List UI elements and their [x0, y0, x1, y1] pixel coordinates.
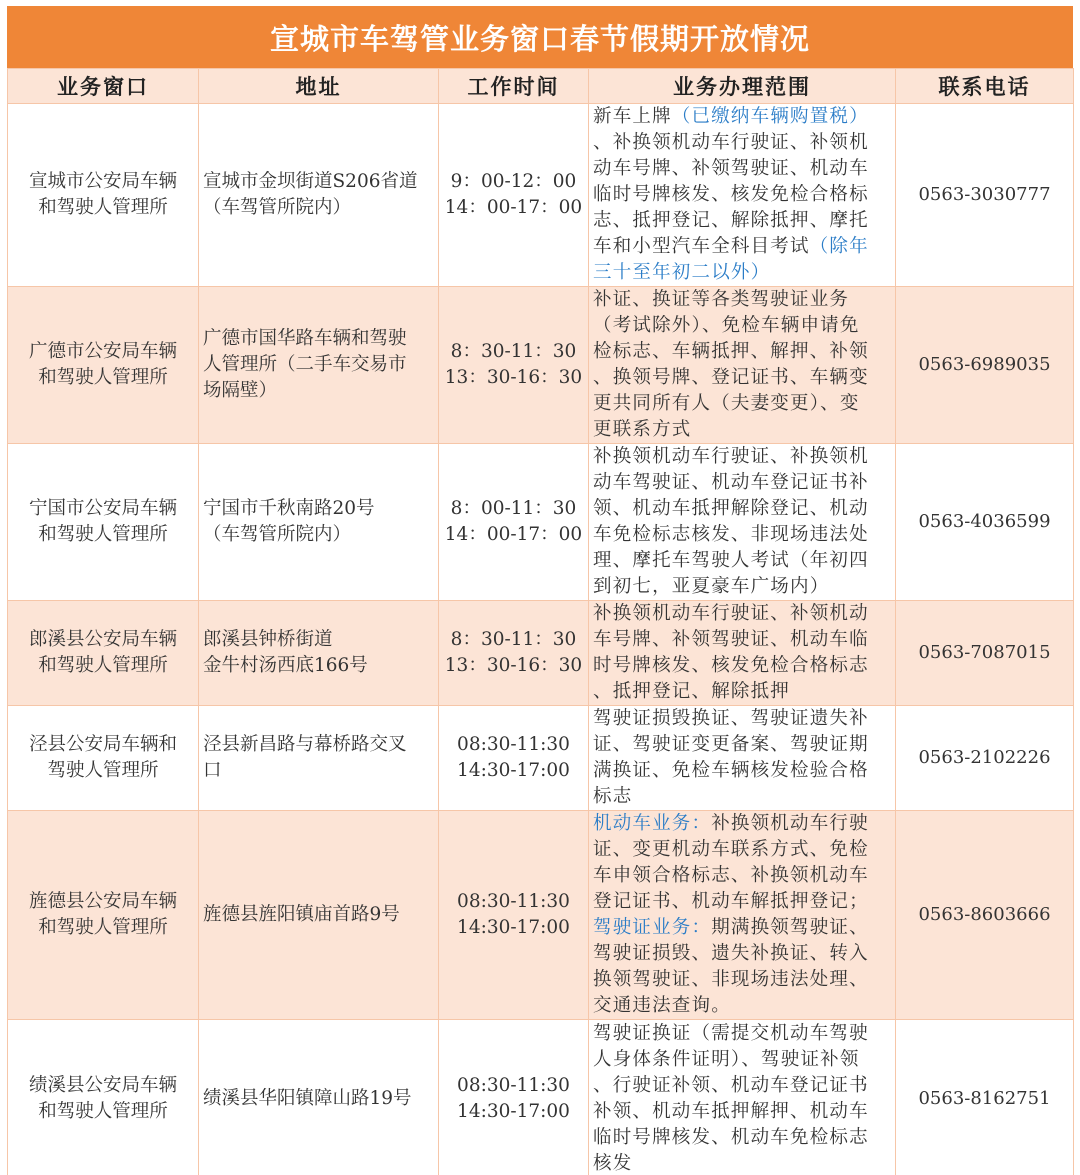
scope-line [593, 627, 891, 653]
table-row [8, 811, 1074, 1020]
work-hours [439, 601, 589, 706]
address-line: （车驾管所院内） [203, 197, 352, 218]
scope-text: （考试除外）、免检车辆申请免 [593, 315, 860, 336]
address-line: 场隔壁） [203, 380, 278, 401]
scope-text: 、行驶证补领、机动车登记证书 [593, 1074, 869, 1096]
header-window: 业务窗口 [8, 69, 199, 104]
table-row [8, 104, 1074, 287]
window-name [8, 706, 199, 811]
scope-text: 人身体条件证明）、驾驶证补领 [593, 1048, 860, 1070]
highlighted-text: （除年 [809, 236, 869, 257]
scope-text: 临时号牌核发、核发免检合格标 [593, 184, 869, 205]
address [199, 444, 439, 601]
work-hours-line: 08:30-11:30 [457, 1074, 570, 1096]
work-hours-line: 8：00-11：30 [450, 498, 577, 519]
header-address: 地址 [199, 69, 439, 104]
scope-line [593, 915, 891, 941]
address [199, 1020, 439, 1175]
scope-line [593, 811, 891, 837]
phone-number: 0563-6989035 [896, 287, 1074, 444]
address [199, 811, 439, 1020]
header-scope: 业务办理范围 [589, 69, 896, 104]
header-row [8, 69, 1074, 104]
service-scope [589, 287, 896, 444]
scope-line [593, 574, 891, 600]
scope-line [593, 130, 891, 156]
scope-text: 志、抵押登记、解除抵押、摩托 [593, 210, 869, 231]
work-hours-line: 13：30-16：30 [444, 655, 583, 676]
scope-text: 车免检标志核发、非现场违法处 [593, 524, 869, 545]
scope-text: 动车号牌、补领驾驶证、机动车 [593, 158, 869, 179]
header-hours: 工作时间 [439, 69, 589, 104]
scope-line [593, 182, 891, 208]
scope-line [593, 889, 891, 915]
address [199, 601, 439, 706]
table-title: 宣城市车驾管业务窗口春节假期开放情况 [7, 6, 1073, 68]
scope-line [593, 679, 891, 705]
address-line: 旌德县旌阳镇庙首路9号 [203, 904, 400, 925]
scope-line [593, 863, 891, 889]
scope-line [593, 1047, 891, 1073]
service-scope [589, 706, 896, 811]
scope-text: 补领、机动车抵押解押、机动车 [593, 1100, 869, 1122]
scope-line [593, 1125, 891, 1151]
scope-text: 、换领号牌、登记证书、车辆变 [593, 367, 869, 388]
work-hours-line: 14：00-17：00 [444, 197, 583, 218]
window-name-line: 郎溪县公安局车辆 [28, 629, 177, 650]
service-scope [589, 444, 896, 601]
work-hours-line: 14:30-17:00 [457, 760, 570, 781]
window-name-line: 驾驶人管理所 [47, 760, 159, 781]
scope-line [593, 417, 891, 443]
scope-text: 标志 [593, 786, 633, 807]
scope-line [593, 1073, 891, 1099]
address-line: 泾县新昌路与幕桥路交叉 [203, 734, 407, 755]
phone-number: 0563-8162751 [896, 1020, 1074, 1175]
work-hours-line: 14：00-17：00 [444, 524, 583, 545]
highlighted-text: 机动车业务： [593, 813, 712, 834]
work-hours-line: 9：00-12：00 [450, 171, 577, 192]
scope-line [593, 234, 891, 260]
address [199, 104, 439, 287]
scope-line [593, 732, 891, 758]
address-line: 宁国市千秋南路20号 [203, 498, 375, 519]
window-name-line: 和驾驶人管理所 [38, 917, 168, 938]
work-hours-line: 14:30-17:00 [457, 917, 570, 938]
header-phone: 联系电话 [896, 69, 1074, 104]
window-name-line: 旌德县公安局车辆 [28, 891, 177, 912]
window-name [8, 287, 199, 444]
address [199, 287, 439, 444]
scope-text: 、抵押登记、解除抵押 [593, 681, 791, 702]
window-name [8, 601, 199, 706]
scope-line [593, 993, 891, 1019]
table-row [8, 444, 1074, 601]
scope-line [593, 313, 891, 339]
scope-text: 满换证、免检车辆核发检验合格 [593, 760, 869, 781]
scope-text: 交通违法查询。 [593, 995, 731, 1016]
phone-number: 0563-4036599 [896, 444, 1074, 601]
scope-text: 到初七，亚夏豪车广场内） [593, 576, 830, 597]
scope-line [593, 758, 891, 784]
scope-text: 补证、换证等各类驾驶证业务 [593, 289, 850, 310]
window-name [8, 1020, 199, 1175]
window-name-line: 宁国市公安局车辆 [28, 498, 177, 519]
address-line: 人管理所（二手车交易市 [203, 354, 407, 375]
work-hours-line: 13：30-16：30 [444, 367, 583, 388]
work-hours-line: 08:30-11:30 [457, 891, 570, 912]
address-line: 金牛村汤西底166号 [203, 655, 368, 676]
work-hours [439, 444, 589, 601]
address-line: 口 [203, 760, 222, 781]
scope-text: 更联系方式 [593, 419, 692, 440]
scope-text: 车申领合格标志、补换领机动车 [593, 865, 869, 886]
window-name-line: 绩溪县公安局车辆 [28, 1074, 177, 1096]
scope-text: 驾驶证损毁换证、驾驶证遗失补 [593, 708, 869, 729]
scope-line [593, 1021, 891, 1047]
highlighted-text: （已缴纳车辆购置税） [671, 106, 869, 127]
scope-text: 领、机动车抵押解除登记、机动 [593, 498, 869, 519]
scope-line [593, 653, 891, 679]
scope-line [593, 496, 891, 522]
scope-text: 换领驾驶证、非现场违法处理、 [593, 969, 869, 990]
scope-text: 补换领机动车行驶证、补领机动 [593, 603, 869, 624]
service-scope [589, 811, 896, 1020]
scope-line [593, 784, 891, 810]
work-hours-line: 14:30-17:00 [457, 1100, 570, 1122]
scope-line [593, 837, 891, 863]
scope-line [593, 1151, 891, 1175]
address [199, 706, 439, 811]
scope-text: 期满换领驾驶证、 [711, 917, 869, 938]
work-hours [439, 811, 589, 1020]
scope-text: 更共同所有人（夫妻变更）、变 [593, 393, 860, 414]
scope-line [593, 365, 891, 391]
address-line: 广德市国华路车辆和驾驶 [203, 328, 407, 349]
table-row [8, 1020, 1074, 1175]
service-scope [589, 104, 896, 287]
scope-text: 核发 [593, 1152, 633, 1174]
scope-line [593, 156, 891, 182]
scope-text: 证、变更机动车联系方式、免检 [593, 839, 869, 860]
window-name-line: 和驾驶人管理所 [38, 655, 168, 676]
highlighted-text: 驾驶证业务： [593, 917, 712, 938]
window-name-line: 和驾驶人管理所 [38, 1100, 168, 1122]
window-name [8, 811, 199, 1020]
scope-text: 、补换领机动车行驶证、补领机 [593, 132, 869, 153]
work-hours-line: 8：30-11：30 [450, 341, 577, 362]
scope-text: 检标志、车辆抵押、解押、补领 [593, 341, 869, 362]
scope-text: 驾驶证换证（需提交机动车驾驶 [593, 1022, 869, 1044]
highlighted-text: 三十至年初二以外） [593, 262, 771, 283]
scope-text: 时号牌核发、核发免检合格标志 [593, 655, 869, 676]
address-line: 绩溪县华阳镇障山路19号 [203, 1087, 412, 1109]
scope-line [593, 470, 891, 496]
work-hours [439, 287, 589, 444]
address-line: 宣城市金坝街道S206省道 [203, 171, 418, 192]
scope-text: 补换领机动车行驶证、补换领机 [593, 446, 869, 467]
table-row [8, 287, 1074, 444]
work-hours-line: 08:30-11:30 [457, 734, 570, 755]
window-name-line: 和驾驶人管理所 [38, 367, 168, 388]
scope-line [593, 548, 891, 574]
scope-line [593, 287, 891, 313]
work-hours [439, 104, 589, 287]
service-scope [589, 1020, 896, 1175]
scope-line [593, 391, 891, 417]
scope-line [593, 339, 891, 365]
scope-line [593, 601, 891, 627]
scope-line [593, 522, 891, 548]
phone-number: 0563-8603666 [896, 811, 1074, 1020]
service-window-table [7, 68, 1074, 1175]
window-name-line: 和驾驶人管理所 [38, 524, 168, 545]
scope-line [593, 1099, 891, 1125]
window-name [8, 444, 199, 601]
scope-text: 证、驾驶证变更备案、驾驶证期 [593, 734, 869, 755]
address-line: 郎溪县钟桥街道 [203, 629, 333, 650]
scope-text: 动车驾驶证、机动车登记证书补 [593, 472, 869, 493]
scope-text: 驾驶证损毁、遗失补换证、转入 [593, 943, 869, 964]
scope-line [593, 260, 891, 286]
address-line: （车驾管所院内） [203, 524, 352, 545]
scope-line [593, 444, 891, 470]
window-name-line: 宣城市公安局车辆 [28, 171, 177, 192]
phone-number: 0563-3030777 [896, 104, 1074, 287]
work-hours [439, 706, 589, 811]
scope-text: 车和小型汽车全科目考试 [593, 236, 810, 257]
scope-text: 补换领机动车行驶 [711, 813, 869, 834]
window-name [8, 104, 199, 287]
scope-line [593, 208, 891, 234]
table-row [8, 706, 1074, 811]
scope-text: 新车上牌 [593, 106, 672, 127]
phone-number: 0563-2102226 [896, 706, 1074, 811]
scope-line [593, 104, 891, 130]
scope-line [593, 967, 891, 993]
table-row [8, 601, 1074, 706]
work-hours [439, 1020, 589, 1175]
work-hours-line: 8：30-11：30 [450, 629, 577, 650]
phone-number: 0563-7087015 [896, 601, 1074, 706]
scope-line [593, 941, 891, 967]
scope-text: 临时号牌核发、机动车免检标志 [593, 1126, 869, 1148]
scope-text: 车号牌、补领驾驶证、机动车临 [593, 629, 869, 650]
scope-text: 登记证书、机动车解抵押登记； [593, 891, 869, 912]
service-scope [589, 601, 896, 706]
window-name-line: 泾县公安局车辆和 [28, 734, 177, 755]
scope-text: 理、摩托车驾驶人考试（年初四 [593, 550, 869, 571]
window-name-line: 和驾驶人管理所 [38, 197, 168, 218]
scope-line [593, 706, 891, 732]
window-name-line: 广德市公安局车辆 [28, 341, 177, 362]
